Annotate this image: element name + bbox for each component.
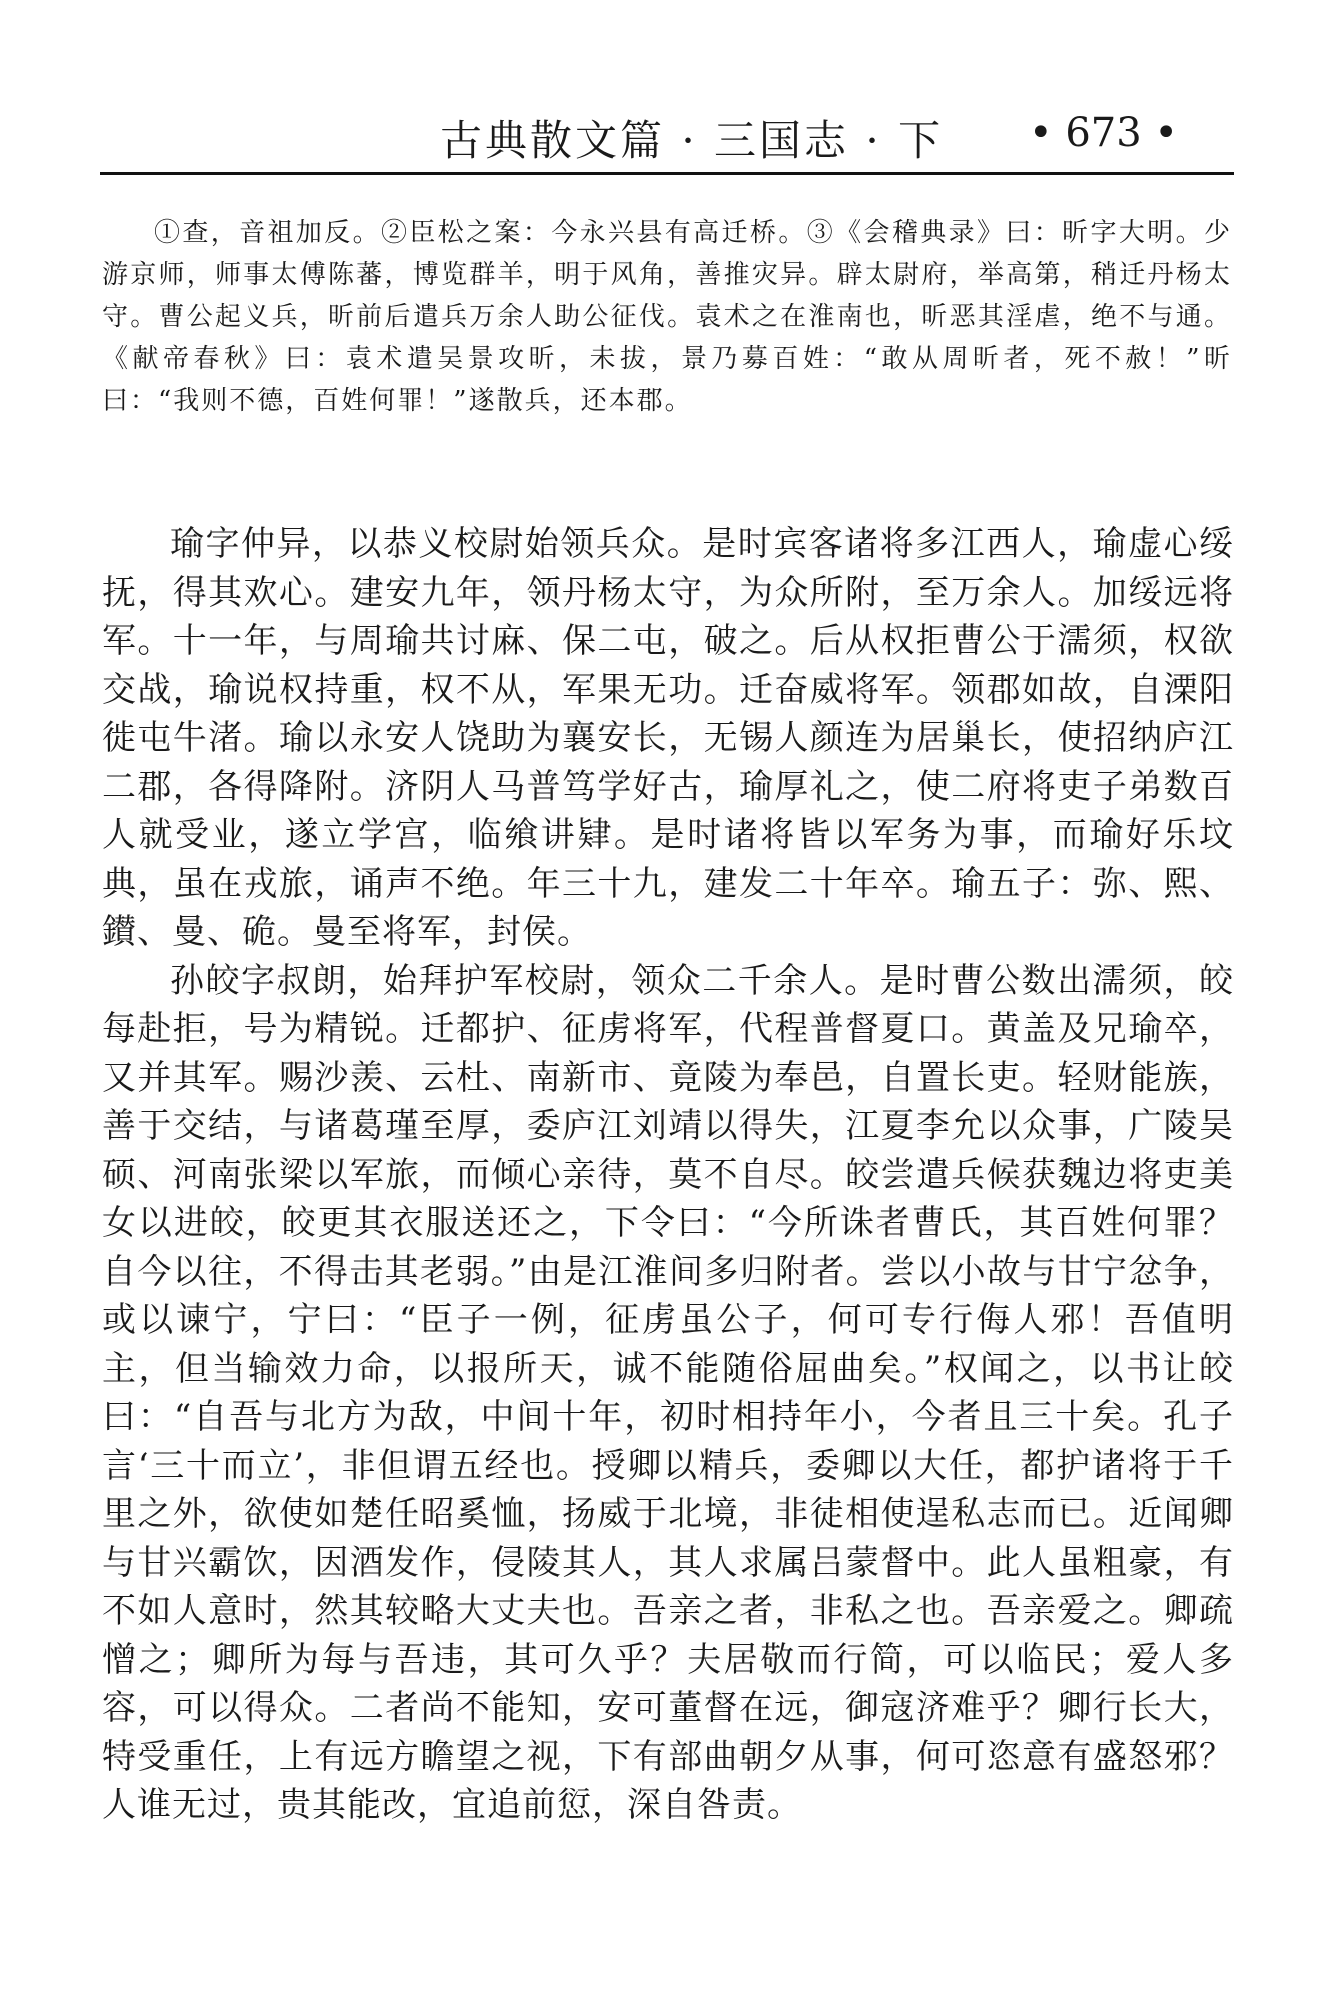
running-title: 古典散文篇 · 三国志 · 下: [440, 116, 944, 165]
footnote-block: [102, 212, 1232, 422]
body-paragraph: 孙皎字叔朗，始拜护军校尉，领众二千余人。是时曹公数出濡须，皎每赴拒，号为精锐。迁都护、征虏将军，代程普督夏口。黄盖及兄瑜卒，又并其军。赐沙羡、云杜、南新市、竟陵为奉邑，自置长吏。轻财能族，善于交结，与诸葛瑾至厚，委庐江刘靖以得失，江夏李允以众事，广陵吴硕、河南张梁以军旅，而倾心亲待，莫不自尽。皎尝遣兵候获魏边将吏美女以进皎，皎更其衣服送还之，下令曰：“今所诛者曹氏，其百姓何罪？自今以往，不得击其老弱。”由是江淮间多归附者。尝以小故与甘宁忿争，或以谏宁，宁曰：“臣子一例，征虏虽公子，何可专行侮人邪！吾值明主，但当输效力命，以报所天，诚不能随俗屈曲矣。”权闻之，以书让皎曰：“自吾与北方为敌，中间十年，初时相持年小，今者且三十矣。孔子言‘三十而立’，非但谓五经也。授卿以精兵，委卿以大任，都护诸将于千里之外，欲使如楚任昭奚恤，扬威于北境，非徒相使逞私志而已。近闻卿与甘兴霸饮，因酒发作，侵陵其人，其人求属吕蒙督中。此人虽粗豪，有不如人意时，然其较略大丈夫也。吾亲之者，非私之也。吾亲爱之。卿疏憎之；卿所为每与吾违，其可久乎？夫居敬而行简，可以临民；爱人多容，可以得众。二者尚不能知，安可董督在远，御寇济难乎？卿行长大，特受重任，上有远方瞻望之视，下有部曲朝夕从事，何可恣意有盛怒邪？人谁无过，贵其能改，宜追前愆，深自咎责。: [102, 960, 1234, 1825]
footnote-text: ①查，音祖加反。②臣松之案：今永兴县有高迁桥。③《会稽典录》曰：昕字大明。少游京师，师事太傅陈蕃，博览群羊，明于风角，善推灾异。辟太尉府，举高第，稍迁丹杨太守。曹公起义兵，昕前后遣兵万余人助公征伐。袁术之在淮南也，昕恶其淫虐，绝不与通。《献帝春秋》曰：袁术遣吴景攻昕，未拔，景乃募百姓：“敢从周昕者，死不赦！”昕曰：“我则不德，百姓何罪！”遂散兵，还本郡。: [102, 218, 1232, 416]
page-number: • 673 •: [1029, 110, 1178, 156]
body-paragraph: 瑜字仲异，以恭义校尉始领兵众。是时宾客诸将多江西人，瑜虚心绥抚，得其欢心。建安九年，领丹杨太守，为众所附，至万余人。加绥远将军。十一年，与周瑜共讨麻、保二屯，破之。后从权拒曹公于濡须，权欲交战，瑜说权持重，权不从，军果无功。迁奋威将军。领郡如故，自溧阳徙屯牛渚。瑜以永安人饶助为襄安长，无锡人颜连为居巢长，使招纳庐江二郡，各得降附。济阴人马普笃学好古，瑜厚礼之，使二府将吏子弟数百人就受业，遂立学宫，临飨讲肄。是时诸将皆以军务为事，而瑜好乐坟典，虽在戎旅，诵声不绝。年三十九，建发二十年卒。瑜五子：弥、熙、鑚、曼、硊。曼至将军，封侯。: [102, 524, 1234, 952]
page-header: [100, 100, 1234, 172]
header-rule: [100, 172, 1234, 175]
main-text: [102, 520, 1234, 1830]
